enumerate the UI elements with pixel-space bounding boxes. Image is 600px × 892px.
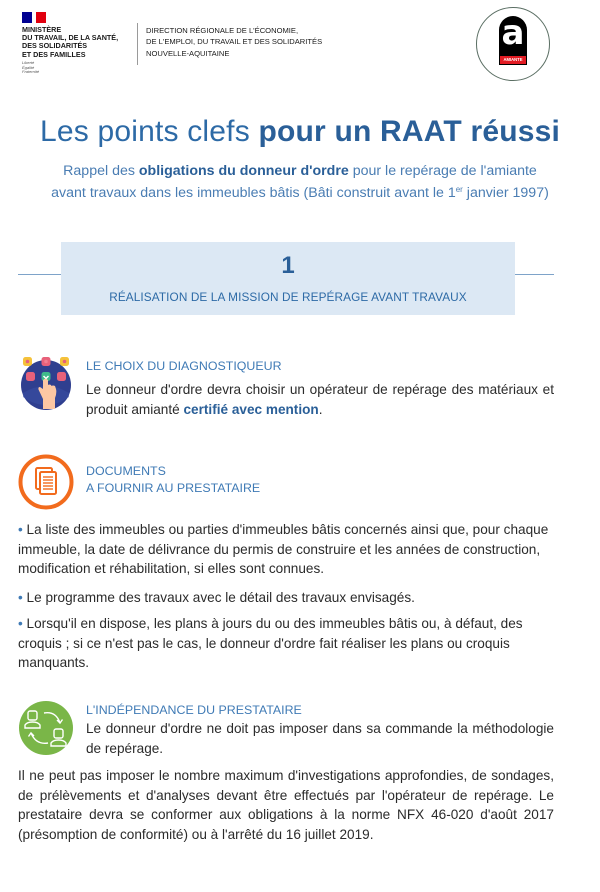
heading-line: A FOURNIR AU PRESTATAIRE: [86, 481, 261, 495]
direction-line: DIRECTION RÉGIONALE DE L'ÉCONOMIE,: [146, 26, 299, 35]
bullet-item: [18, 520, 554, 579]
people-exchange-icon: [17, 699, 75, 757]
ministry-name: [22, 26, 132, 59]
title-bold: pour un RAAT réussi: [258, 115, 561, 148]
direction-name: [146, 25, 322, 59]
block-text-choix: [86, 380, 554, 419]
bullet-text: Le programme des travaux avec le détail des travaux envisagés.: [26, 590, 415, 605]
republic-motto: [22, 61, 39, 75]
section-number: 1: [281, 252, 295, 279]
motto-line: Liberté: [22, 60, 35, 65]
subtitle-text: Rappel des: [63, 163, 139, 179]
block-paragraph-independance: Il ne peut pas imposer le nombre maximum d'investigations approfondies, de sondages, de prélèvements et d'analyses devant être effectués par l'opérateur de repérage. Le prestataire devra se conformer aux obligations à la norme NFX 46-020 d'août 2017 (présomption de conformité) ou à l'arrêté du 16 juillet 2019.: [18, 768, 554, 842]
bullet-dot: •: [18, 616, 23, 631]
subtitle-text: avant travaux dans les immeubles bâtis (Bâti construit avant le 1: [51, 185, 456, 201]
subtitle-line-1: [0, 160, 600, 182]
bullet-dot: •: [18, 590, 23, 605]
ministry-line: ET DES FAMILLES: [22, 49, 86, 59]
block-text-independance: Le donneur d'ordre ne doit pas imposer dans sa commande la méthodologie de repérage.: [86, 721, 554, 756]
block-heading-choix: LE CHOIX DU DIAGNOSTIQUEUR: [86, 359, 282, 373]
documents-icon: [17, 453, 75, 511]
amiante-logo-label: AMIANTE: [500, 56, 526, 64]
subtitle-text: pour le repérage de l'amiante: [348, 163, 537, 179]
section-title: RÉALISATION DE LA MISSION DE REPÉRAGE AVANT TRAVAUX: [109, 290, 467, 304]
ministry-line: DES SOLIDARITÉS: [22, 41, 88, 51]
block-text-emphasis: certifié avec mention: [183, 401, 319, 417]
subtitle-emphasis: obligations du donneur d'ordre: [138, 163, 349, 179]
page-title: [0, 112, 600, 152]
subtitle-line-2: [0, 182, 600, 204]
bullet-dot: •: [18, 522, 23, 537]
bullet-item: [18, 588, 554, 608]
amiante-logo-letter: a: [501, 13, 525, 53]
section-rule-right: [514, 274, 554, 275]
subtitle-text: janvier 1997): [462, 185, 549, 201]
republic-flag-logo: [22, 12, 52, 23]
flag-blue: [22, 12, 32, 23]
ministry-line: DU TRAVAIL, DE LA SANTÉ,: [22, 33, 119, 43]
page-subtitle: [0, 160, 600, 204]
bullet-item: [18, 614, 554, 673]
block-text: .: [318, 401, 323, 417]
block-text: Le donneur d'ordre devra choisir un opérateur de repérage des matériaux et produit amianté: [86, 382, 554, 417]
subtitle-superscript: er: [455, 185, 463, 194]
section-rule-left: [18, 274, 62, 275]
heading-line: DOCUMENTS: [86, 464, 166, 478]
bullet-text: Lorsqu'il en dispose, les plans à jours du ou des immeubles bâtis ou, à défaut, des croquis ; si ce n'est pas le cas, le donneur d'ordre fait réaliser les plans ou croquis manquants.: [18, 616, 523, 670]
title-light: Les points clefs: [39, 115, 259, 148]
direction-line: DE L'EMPLOI, DU TRAVAIL ET DES SOLIDARITÉS: [146, 37, 323, 47]
hand-pressing-button-icon: [17, 353, 75, 411]
bullet-text: La liste des immeubles ou parties d'immeubles bâtis concernés ainsi que, pour chaque immeuble, la date de délivrance du permis de construire et les années de construction, modification et réhabilitation, si elles sont connues.: [18, 522, 549, 576]
block-heading-independance: L'INDÉPENDANCE DU PRESTATAIRE: [86, 703, 302, 717]
motto-line: Égalité: [22, 64, 35, 70]
flag-red: [36, 12, 46, 23]
ministry-line: MINISTÈRE: [22, 25, 62, 34]
motto-line: Fraternité: [22, 69, 40, 75]
header-divider: [137, 23, 138, 65]
block-heading-documents: [86, 463, 260, 497]
direction-line: NOUVELLE-AQUITAINE: [146, 48, 230, 58]
